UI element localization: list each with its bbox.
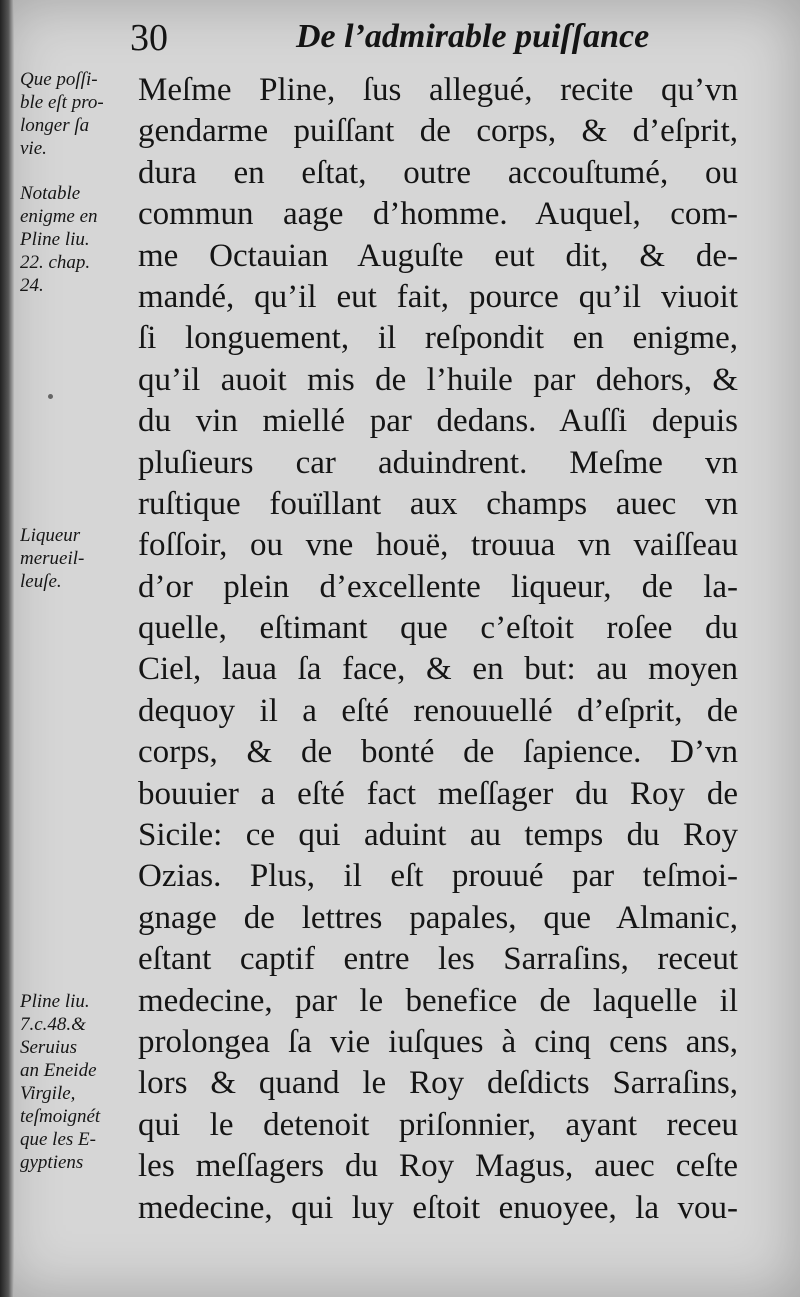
margin-note-line: leuſe. [20,571,62,592]
text-line: du vin miellé par dedans. Auſſi depuis [138,403,738,440]
margin-note-line: enigme en [20,206,98,227]
running-title: De l’admirable puiſſance [296,18,650,55]
text-line: quelle, eſtimant que c’eſtoit roſee du [138,610,738,647]
text-line: d’or plein d’excellente liqueur, de la- [138,568,738,605]
text-line: prolongea ſa vie iuſques à cinq cens ans, [138,1023,738,1060]
margin-note-line: Seruius [20,1037,77,1058]
text-line: medecine, qui luy eſtoit enuoyee, la vou- [138,1189,738,1226]
margin-note-prolong-life [20,68,132,160]
text-line: foſſoir, ou vne houë, trouua vn vaiſſeau [138,527,738,564]
margin-note-line: 22. chap. [20,252,91,273]
text-line: Meſme Pline, ſus allegué, recite qu’vn [138,72,738,108]
text-line: bouuier a eſté fact meſſager du Roy de [138,775,738,812]
margin-note-line: 24. [20,275,44,296]
margin-note-line: Notable [20,183,81,204]
text-line: Sicile: ce qui aduint au temps du Roy [138,817,738,854]
text-line: mandé, qu’il eut fait, pource qu’il viuoit [138,278,738,315]
ink-speck [48,394,53,399]
margin-note-line: que les E- [20,1129,96,1150]
text-line: qu’il auoit mis de l’huile par dehors, & [138,361,738,398]
text-line: qui le detenoit priſonnier, ayant receu [138,1106,738,1143]
margin-note-line: longer ſa [20,115,90,136]
margin-note-line: Pline liu. [20,229,90,250]
margin-note-line: Liqueur [20,525,81,546]
margin-note-line: an Eneide [20,1060,97,1081]
margin-note-line: teſmoignét [20,1106,101,1127]
text-line: Ozias. Plus, il eſt prouué par teſmoi- [138,858,738,895]
text-line: dequoy il a eſté renouuellé d’eſprit, de [138,692,738,729]
page-gutter-shadow [0,0,14,1297]
body-text [138,70,738,1229]
margin-note-line: merueil- [20,548,85,569]
text-line: gendarme puiſſant de corps, & d’eſprit, [138,113,738,150]
margin-note-line: Pline liu. [20,991,90,1012]
text-line: me Octauian Auguſte eut dit, & de- [138,237,738,274]
text-line: ruſtique fouïllant aux champs auec vn [138,485,738,522]
margin-note-marvelous-liquor [20,524,132,593]
page-header [0,16,800,64]
text-line: lors & quand le Roy deſdicts Sarraſins, [138,1065,738,1102]
margin-note-notable-enigma [20,182,132,297]
text-line: medecine, par le benefice de laquelle il [138,982,738,1019]
text-line: les meſſagers du Roy Magus, auec ceſte [138,1148,738,1185]
text-line: commun aage d’homme. Auquel, com- [138,196,738,233]
text-line: ſi longuement, il reſpondit en enigme, [138,320,738,357]
margin-note-pliny-servius [20,990,132,1174]
margin-note-line: 7.c.48.& [20,1014,86,1035]
margin-note-line: Que poſſi- [20,69,98,90]
margin-note-line: Virgile, [20,1083,76,1104]
text-line: gnage de lettres papales, que Almanic, [138,899,738,936]
text-line: Ciel, laua ſa face, & en but: au moyen [138,651,738,688]
text-line: eſtant captif entre les Sarraſins, receut [138,941,738,978]
page-number: 30 [130,17,168,59]
text-line: corps, & de bonté de ſapience. D’vn [138,734,738,771]
margin-note-line: gyptiens [20,1152,84,1173]
margin-note-line: ble eſt pro- [20,92,104,113]
text-line: pluſieurs car aduindrent. Meſme vn [138,444,738,481]
margin-note-line: vie. [20,138,47,159]
text-line: dura en eſtat, outre accouſtumé, ou [138,154,738,191]
